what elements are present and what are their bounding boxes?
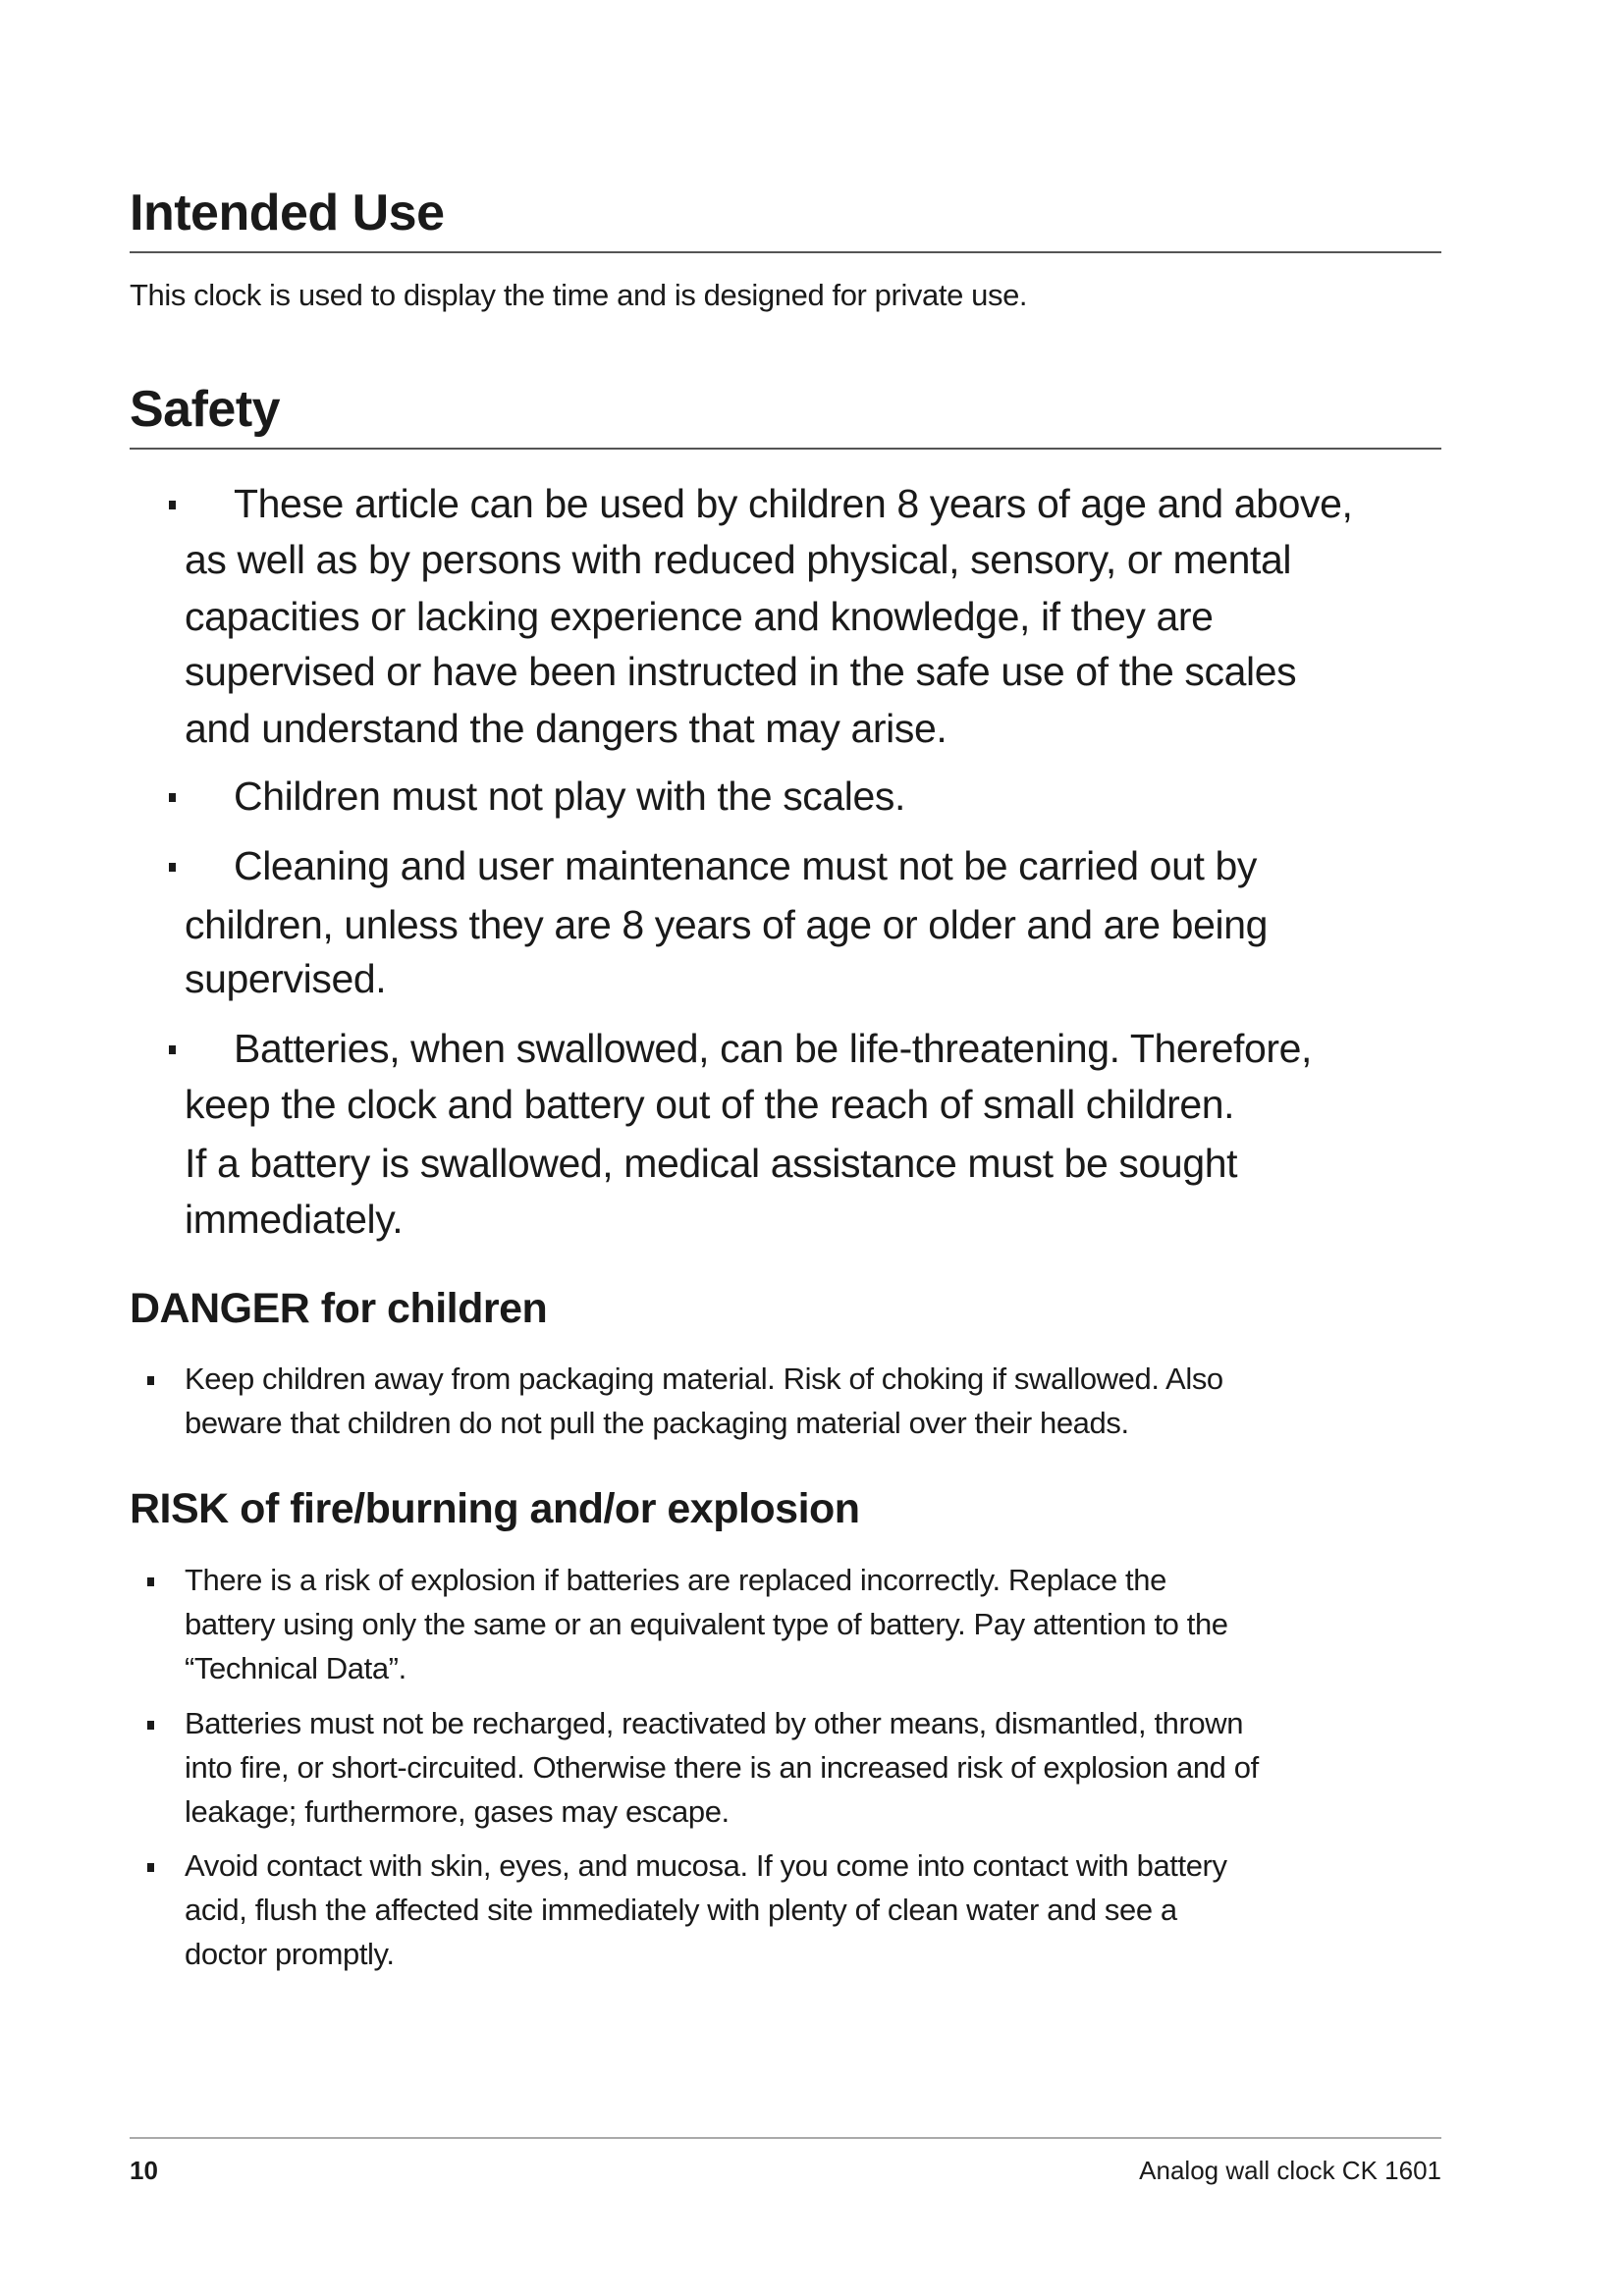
safety-item-line: children, unless they are 8 years of age or older and are being: [185, 902, 1269, 947]
bullet-icon: [169, 793, 176, 802]
safety-item-line: supervised or have been instructed in the safe use of the scales: [185, 649, 1297, 694]
section-divider: [130, 448, 1441, 450]
bullet-icon: [147, 1577, 154, 1586]
safety-item-line: If a battery is swallowed, medical assistance must be sought: [185, 1141, 1238, 1186]
risk-item-line: “Technical Data”.: [185, 1651, 406, 1685]
risk-item-line: acid, flush the affected site immediately with plenty of clean water and see a: [185, 1893, 1177, 1927]
risk-item-line: There is a risk of explosion if batteries are replaced incorrectly. Replace the: [185, 1563, 1166, 1597]
intended-use-text: This clock is used to display the time and is designed for private use.: [130, 278, 1028, 312]
danger-item-line: Keep children away from packaging material. Risk of choking if swallowed. Also: [185, 1362, 1223, 1396]
bullet-icon: [147, 1863, 154, 1872]
risk-item-line: Avoid contact with skin, eyes, and mucosa. If you come into contact with battery: [185, 1848, 1227, 1883]
risk-item-line: Batteries must not be recharged, reactivated by other means, dismantled, thrown: [185, 1706, 1244, 1740]
bullet-icon: [169, 1045, 176, 1054]
safety-item-line: supervised.: [185, 956, 387, 1001]
section-title-intended-use: Intended Use: [130, 185, 445, 241]
risk-item-line: into fire, or short-circuited. Otherwise there is an increased risk of explosion and of: [185, 1750, 1259, 1785]
bullet-icon: [169, 863, 176, 872]
risk-item-line: battery using only the same or an equivalent type of battery. Pay attention to the: [185, 1607, 1228, 1641]
safety-item-line: Cleaning and user maintenance must not be carried out by: [234, 843, 1257, 888]
safety-item-line: and understand the dangers that may arise.: [185, 706, 947, 751]
danger-item-line: beware that children do not pull the packaging material over their heads.: [185, 1406, 1129, 1440]
safety-item-line: immediately.: [185, 1197, 404, 1242]
safety-item-line: capacities or lacking experience and knowledge, if they are: [185, 594, 1214, 639]
safety-item-line: keep the clock and battery out of the reach of small children.: [185, 1082, 1235, 1127]
safety-item-line: These article can be used by children 8 years of age and above,: [234, 481, 1353, 526]
safety-item-line: as well as by persons with reduced physical, sensory, or mental: [185, 537, 1292, 582]
footer-divider: [130, 2137, 1441, 2139]
section-divider: [130, 251, 1441, 253]
safety-item-line: Children must not play with the scales.: [234, 774, 906, 819]
risk-item-line: doctor promptly.: [185, 1937, 395, 1971]
heading-danger-children: DANGER for children: [130, 1285, 548, 1332]
risk-item-line: leakage; furthermore, gases may escape.: [185, 1794, 730, 1829]
bullet-icon: [147, 1721, 154, 1730]
bullet-icon: [147, 1376, 154, 1385]
page-number: 10: [130, 2156, 158, 2185]
footer-product-name: Analog wall clock CK 1601: [1139, 2156, 1441, 2185]
heading-risk-fire-explosion: RISK of fire/burning and/or explosion: [130, 1485, 860, 1532]
section-title-safety: Safety: [130, 381, 281, 438]
bullet-icon: [169, 501, 176, 509]
safety-item-line: Batteries, when swallowed, can be life-threatening. Therefore,: [234, 1026, 1313, 1071]
